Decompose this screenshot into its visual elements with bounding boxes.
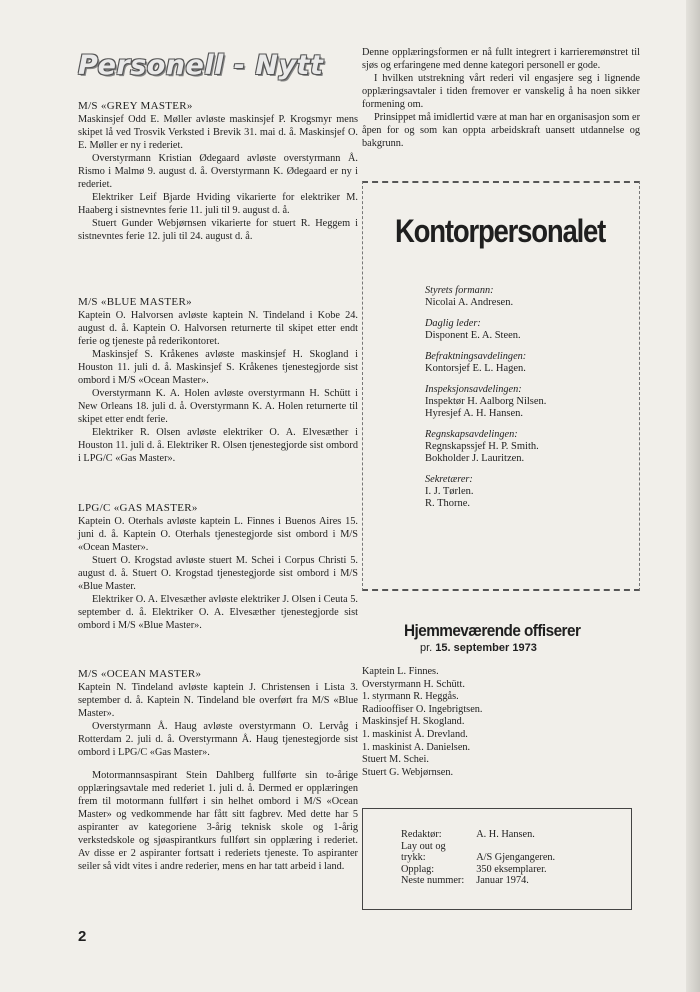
left-column [78, 46, 358, 872]
role-entry [425, 318, 625, 342]
ship-heading: M/S «BLUE MASTER» [78, 296, 192, 308]
role-entry [425, 351, 625, 375]
ship-paragraph: Stuert O. Krogstad avløste stuert M. Schei i Corpus Christi 5. august d. å. Stuert O. Krogstad tjenestegjorde sist ombord i M/S «Blue Master. [78, 555, 358, 592]
role-name: Bokholder J. Lauritzen. [425, 453, 525, 464]
ship-paragraph: Overstyrmann Å. Haug avløste overstyrmann O. Lervåg i Rotterdam 2. juli d. å. Overstyrmann Å. Haug tjenestegjorde sist ombord i LPG/C «Gas Master». [78, 721, 358, 758]
colophon-label: Lay out og [401, 840, 446, 852]
role-name: Inspektør H. Aalborg Nilsen. [425, 396, 547, 407]
ship-section-gas-master [78, 502, 358, 632]
ship-heading: M/S «GREY MASTER» [78, 100, 193, 112]
ship-paragraph: Kaptein O. Halvorsen avløste kaptein N. Tindeland i Kobe 24. august d. å. Kaptein O. Halvorsen returnerte til skipet etter endt ferie og tjeneste på rederikontoret. [78, 310, 358, 347]
role-title: Regnskapsavdelingen: [425, 429, 518, 440]
ship-paragraph: Elektriker O. A. Elvesæther avløste elektriker J. Olsen i Ceuta 5. september d. å. Elektriker O. A. Elvesæther tjenestegjorde sist ombord i M/S «Blue Master». [78, 594, 358, 631]
intro-text [362, 46, 640, 150]
ship-paragraph: Stuert Gunder Webjørnsen vikarierte for stuert R. Heggem i sistnevntes ferie 12. juli til 24. august d. å. [78, 218, 358, 242]
officers-date-value: 15. september 1973 [435, 642, 537, 654]
role-name: Hyresjef A. H. Hansen. [425, 408, 523, 419]
officer-item: Radiooffiser O. Ingebrigtsen. [362, 703, 483, 715]
colophon-value: 350 eksemplarer. [476, 863, 547, 875]
ship-paragraph: Overstyrmann Kristian Ødegaard avløste overstyrmann Å. Rismo i Malmø 9. august d. å. Overstyrmann K. Ødegaard er ny i rederiet. [78, 153, 358, 190]
officers-date [420, 642, 537, 654]
officer-item: Stuert G. Webjørnsen. [362, 766, 454, 778]
role-name: R. Thorne. [425, 498, 471, 509]
paragraph-spacer [78, 759, 358, 769]
ship-section-grey-master [78, 100, 358, 243]
role-title: Daglig leder: [425, 318, 481, 329]
ship-section-ocean-master [78, 668, 358, 873]
office-roles [425, 285, 625, 519]
colophon-label: Redaktør: [401, 829, 442, 840]
colophon-label: Neste nummer: [401, 875, 465, 886]
officer-item: 1. maskinist Å. Drevland. [362, 728, 468, 740]
ship-paragraph: Elektriker R. Olsen avløste elektriker O. A. Elvesæther i Houston 11. juli d. å. Elektriker R. Olsen tjenestegjorde sist ombord i LPG/C «Gas Master». [78, 427, 358, 464]
officer-item: Overstyrmann H. Schütt. [362, 678, 465, 690]
officers-list [362, 666, 632, 779]
role-entry [425, 429, 625, 465]
role-entry [425, 474, 625, 510]
role-entry [425, 285, 625, 309]
intro-paragraph: Prinsippet må imidlertid være at man har en organisasjon som er åpen for og som kan oppta arbeidskraft uansett utdannelse og bakgrunn. [362, 112, 640, 149]
intro-paragraph: Denne opplæringsformen er nå fullt integrert i karrieremønstret til sjøs og erfaringene med denne kategori personell er gode. [362, 47, 640, 71]
ship-heading: LPG/C «GAS MASTER» [78, 502, 198, 514]
ship-section-blue-master [78, 296, 358, 465]
office-staff-box [362, 181, 640, 591]
role-title: Sekretærer: [425, 474, 473, 485]
officer-item: 1. maskinist A. Danielsen. [362, 741, 471, 753]
officer-item: Kaptein L. Finnes. [362, 666, 439, 677]
role-title: Befraktningsavdelingen: [425, 351, 527, 362]
ship-paragraph: Overstyrmann K. A. Holen avløste overstyrmann H. Schütt i New Orleans 18. juli d. å. Overstyrmann K. A. Holen returnerte til skipet etter endt ferie. [78, 388, 358, 425]
page-edge [686, 0, 700, 992]
page-title: Personell - Nytt [78, 50, 324, 81]
right-column [362, 46, 640, 886]
role-name: Kontorsjef E. L. Hagen. [425, 363, 526, 374]
role-name: I. J. Tørlen. [425, 486, 474, 497]
role-title: Inspeksjonsavdelingen: [425, 384, 522, 395]
officer-item: 1. styrmann R. Heggås. [362, 691, 459, 703]
colophon-value: Januar 1974. [476, 875, 529, 886]
role-title: Styrets formann: [425, 285, 494, 296]
role-name: Disponent E. A. Steen. [425, 330, 521, 341]
colophon-value: A. H. Hansen. [476, 829, 535, 840]
ship-heading: M/S «OCEAN MASTER» [78, 668, 202, 680]
ship-paragraph: Elektriker Leif Bjarde Hviding vikarierte for elektriker M. Haaberg i sistnevntes ferie 11. juli til 9. august d. å. [78, 192, 358, 216]
colophon-box [362, 808, 632, 910]
intro-paragraph: I hvilken utstrekning vårt rederi vil engasjere seg i lignende opplæringsavtaler i tiden fremover er vanskelig å ha noen sikker formening om. [362, 73, 640, 110]
officers-title: Hjemmeværende offiserer [404, 621, 581, 640]
officers-date-prefix: pr. [420, 642, 433, 654]
ship-paragraph: Kaptein O. Oterhals avløste kaptein L. Finnes i Buenos Aires 15. juni d. å. Kaptein O. Oterhals tjenestegjorde sist ombord i M/S «Ocean Master». [78, 516, 358, 553]
ship-paragraph: Motormannsaspirant Stein Dahlberg fullførte sin to-årige opplæringsavtale med rederiet 1. juli d. å. Dermed er opplæringen frem til motormann fullført i sin helhet ombord i M/S «Ocean Master» og vedkommende har fått sitt fagbrev. Med dette har 5 aspiranter av kategoriene 3-årig teknisk skole og 1-årig verkstedskole og sjøaspirantkurs fullført sin opplæring i rederiet. Av disse er 2 aspiranter fortsatt i rederiets tjeneste. To aspiranter seiler så vidt vites i andre rederier, mens en har tatt arbeid i land. [78, 770, 358, 872]
role-name: Regnskapssjef H. P. Smith. [425, 441, 539, 452]
officer-item: Stuert M. Schei. [362, 754, 429, 766]
colophon-label: Opplag: [401, 863, 435, 875]
ship-paragraph: Kaptein N. Tindeland avløste kaptein J. Christensen i Lista 3. september d. å. Kaptein N. Tindeland ble overført fra M/S «Blue Master». [78, 682, 358, 719]
office-staff-title: Kontorpersonalet [395, 213, 606, 249]
colophon-label: trykk: [401, 852, 426, 863]
page-number: 2 [78, 928, 87, 945]
colophon-value: A/S Gjengangeren. [476, 852, 556, 863]
role-entry [425, 384, 625, 420]
ship-paragraph: Maskinsjef Odd E. Møller avløste maskinsjef P. Krogsmyr mens skipet lå ved Trosvik Verksted i Brevik 31. mai d. å. Maskinsjef O. E. Møller er ny i rederiet. [78, 114, 358, 151]
role-name: Nicolai A. Andresen. [425, 297, 514, 308]
colophon-table [401, 829, 567, 887]
ship-paragraph: Maskinsjef S. Kråkenes avløste maskinsjef H. Skogland i Houston 11. juli d. å. Maskinsjef S. Kråkenes tjenestegjorde sist ombord i M/S «Ocean Master». [78, 349, 358, 386]
officer-item: Maskinsjef H. Skogland. [362, 716, 465, 728]
